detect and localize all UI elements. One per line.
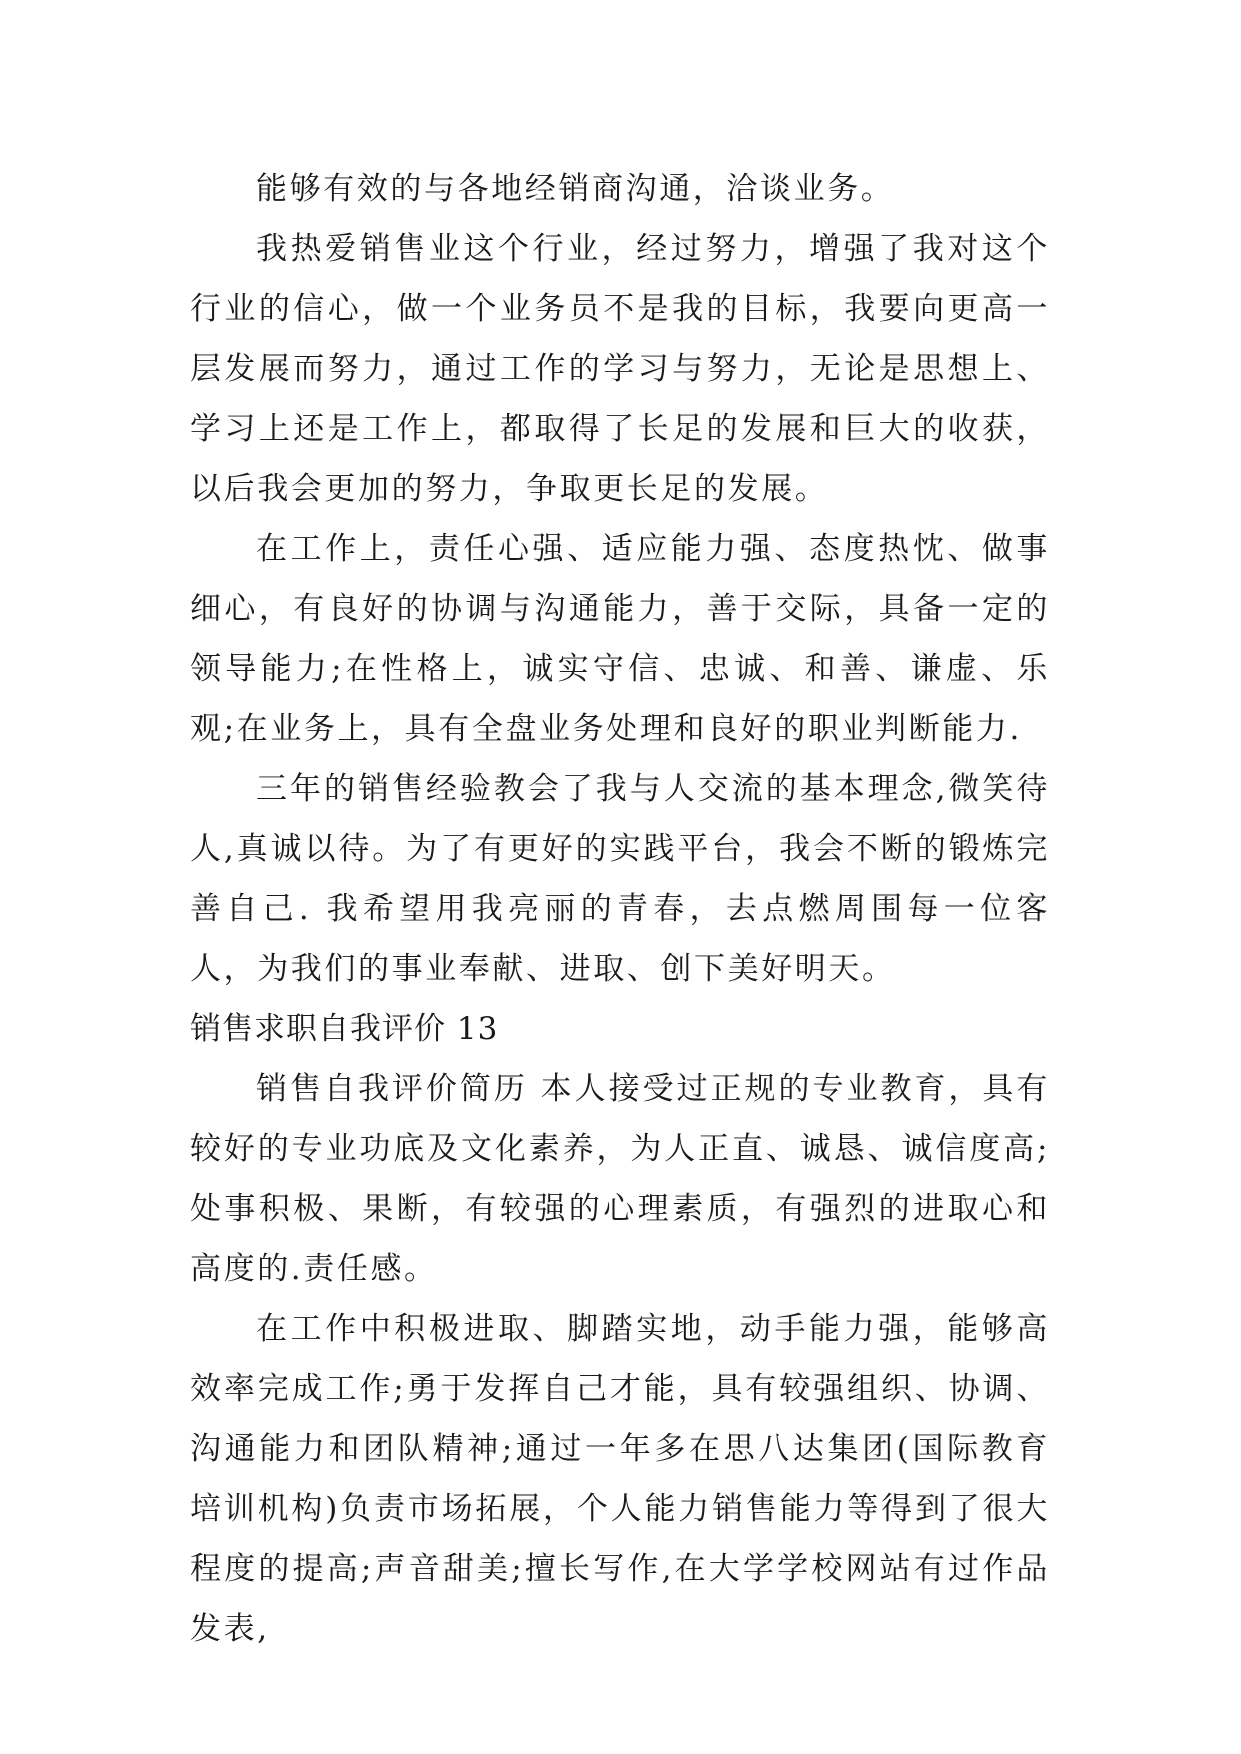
section-heading: 销售求职自我评价 13 [190, 1011, 499, 1047]
paragraph: 在工作中积极进取、脚踏实地，动手能力强，能够高效率完成工作;勇于发挥自己才能，具有较强组织、协调、沟通能力和团队精神;通过一年多在思八达集团(国际教育培训机构)负责市场拓展，个人能力销售能力等得到了很大程度的提高;声音甜美;擅长写作,在大学学校网站有过作品发表, [190, 1311, 1050, 1647]
document-body [190, 159, 1050, 1659]
paragraph: 能够有效的与各地经销商沟通，洽谈业务。 [256, 171, 895, 207]
paragraph: 销售自我评价简历 本人接受过正规的专业教育，具有较好的专业功底及文化素养，为人正直、诚恳、诚信度高;处事积极、果断，有较强的心理素质，有强烈的进取心和高度的.责任感。 [190, 1071, 1050, 1287]
paragraph: 我热爱销售业这个行业，经过努力，增强了我对这个行业的信心，做一个业务员不是我的目标，我要向更高一层发展而努力，通过工作的学习与努力，无论是思想上、学习上还是工作上，都取得了长足的发展和巨大的收获，以后我会更加的努力，争取更长足的发展。 [190, 231, 1050, 507]
paragraph: 在工作上，责任心强、适应能力强、态度热忱、做事细心，有良好的协调与沟通能力，善于交际，具备一定的领导能力;在性格上，诚实守信、忠诚、和善、谦虚、乐观;在业务上，具有全盘业务处理和良好的职业判断能力. [190, 531, 1050, 747]
paragraph: 三年的销售经验教会了我与人交流的基本理念,微笑待人,真诚以待。为了有更好的实践平台，我会不断的锻炼完善自己. 我希望用我亮丽的青春，去点燃周围每一位客人，为我们的事业奉献、进取、创下美好明天。 [190, 771, 1050, 987]
